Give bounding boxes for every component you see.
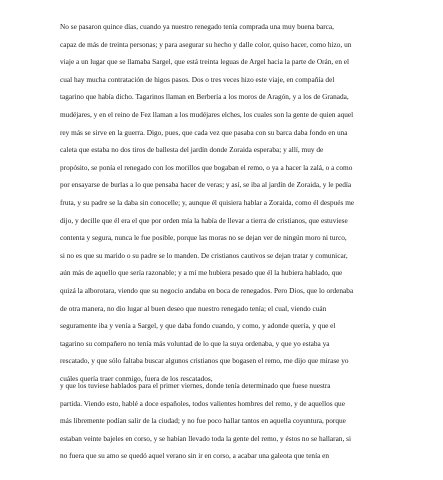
text-line: mudéjares, y en el reino de Fez llaman a los mudéjares elches, los cuales son la gente de quien aquel xyxy=(60,109,354,119)
text-line: dijo, y decille que él era el que por orden mía la había de llevar a tierra de cristianos, que estuviese xyxy=(60,215,348,225)
text-line: aún más de aquello que sería razonable; y a mí me hubiera pesado que él la hubiera hablado, que xyxy=(60,268,343,278)
paragraph-2 xyxy=(60,377,388,465)
paragraph-1 xyxy=(60,18,388,387)
text-line: cuáles quería traer conmigo, fuera de los rescatados, xyxy=(60,373,213,383)
text-line: tagarino que había dicho. Tagarinos llaman en Berbería a los moros de Aragón, y a los de Granada, xyxy=(60,92,349,102)
text-line: quizá la alborotara, viendo que su negocio andaba en boca de renegados. Pero Dios, que lo ordenaba xyxy=(60,285,354,295)
text-line: no fuera que su amo se quedó aquel verano sin ir en corso, a acabar una galeota que tenía en xyxy=(60,451,330,461)
text-line: rey más se sirve en la guerra. Digo, pues, que cada vez que pasaba con su barca daba fondo en una xyxy=(60,127,348,137)
text-line: de otra manera, no dio lugar al buen deseo que nuestro renegado tenía; el cual, viendo cuán xyxy=(60,303,327,313)
text-line: por ensayarse de burlas a lo que pensaba hacer de veras; y así, se iba al jardín de Zoraida, y le pedía xyxy=(60,180,352,190)
text-line: más libremente podían salir de la ciudad; y no fue poco hallar tantos en aquella coyuntura, porque xyxy=(60,416,346,426)
text-line: seguramente iba y venía a Sargel, y que daba fondo cuando, y como, y adonde quería, y que el xyxy=(60,321,336,331)
text-line: capaz de más de treinta personas; y para asegurar su hecho y dalle color, quiso hacer, como hizo, un xyxy=(60,39,352,49)
text-line: contenta y segura, nunca le fue posible, porque las moras no se dejan ver de ningún moro ni turco, xyxy=(60,233,347,243)
text-line: tagarino su compañero no tenía más voluntad de lo que la suya ordenaba, y que yo estaba ya xyxy=(60,338,330,348)
text-line: rescatado, y que sólo faltaba buscar algunos cristianos que bogasen el remo, me dijo que mirase yo xyxy=(60,356,349,366)
text-line: partida. Viendo esto, hablé a doce españoles, todos valientes hombres del remo, y de aquellos que xyxy=(60,398,345,408)
text-line: No se pasaron quince días, cuando ya nuestro renegado tenía comprada una muy buena barca, xyxy=(60,22,334,31)
text-line: viaje a un lugar que se llamaba Sargel, que está treinta leguas de Argel hacia la parte de Orán, en el xyxy=(60,57,350,67)
text-line: caleta que estaba no dos tiros de ballesta del jardín donde Zoraida esperaba; y allí, muy de xyxy=(60,145,324,155)
text-line: propósito, se ponía el renegado con los morillos que bogaban el remo, o ya a hacer la zalá, o a como xyxy=(60,162,353,172)
text-line: cual hay mucha contratación de higos pasos. Dos o tres veces hizo este viaje, en compañía del xyxy=(60,74,335,84)
text-line: si no es que su marido o su padre se lo manden. De cristianos cautivos se dejan tratar y comunicar, xyxy=(60,250,348,260)
text-line: fruta, y su padre se la daba sin conocelle; y, aunque él quisiera hablar a Zoraida, como él después me xyxy=(60,197,355,207)
text-line: estaban veinte bajeles en corso, y se habían llevado toda la gente del remo, y éstos no se hallaran, si xyxy=(60,433,351,443)
text-line: y que los tuviese hablados para el primer viernes, donde tenía determinado que fuese nuestra xyxy=(60,381,331,390)
